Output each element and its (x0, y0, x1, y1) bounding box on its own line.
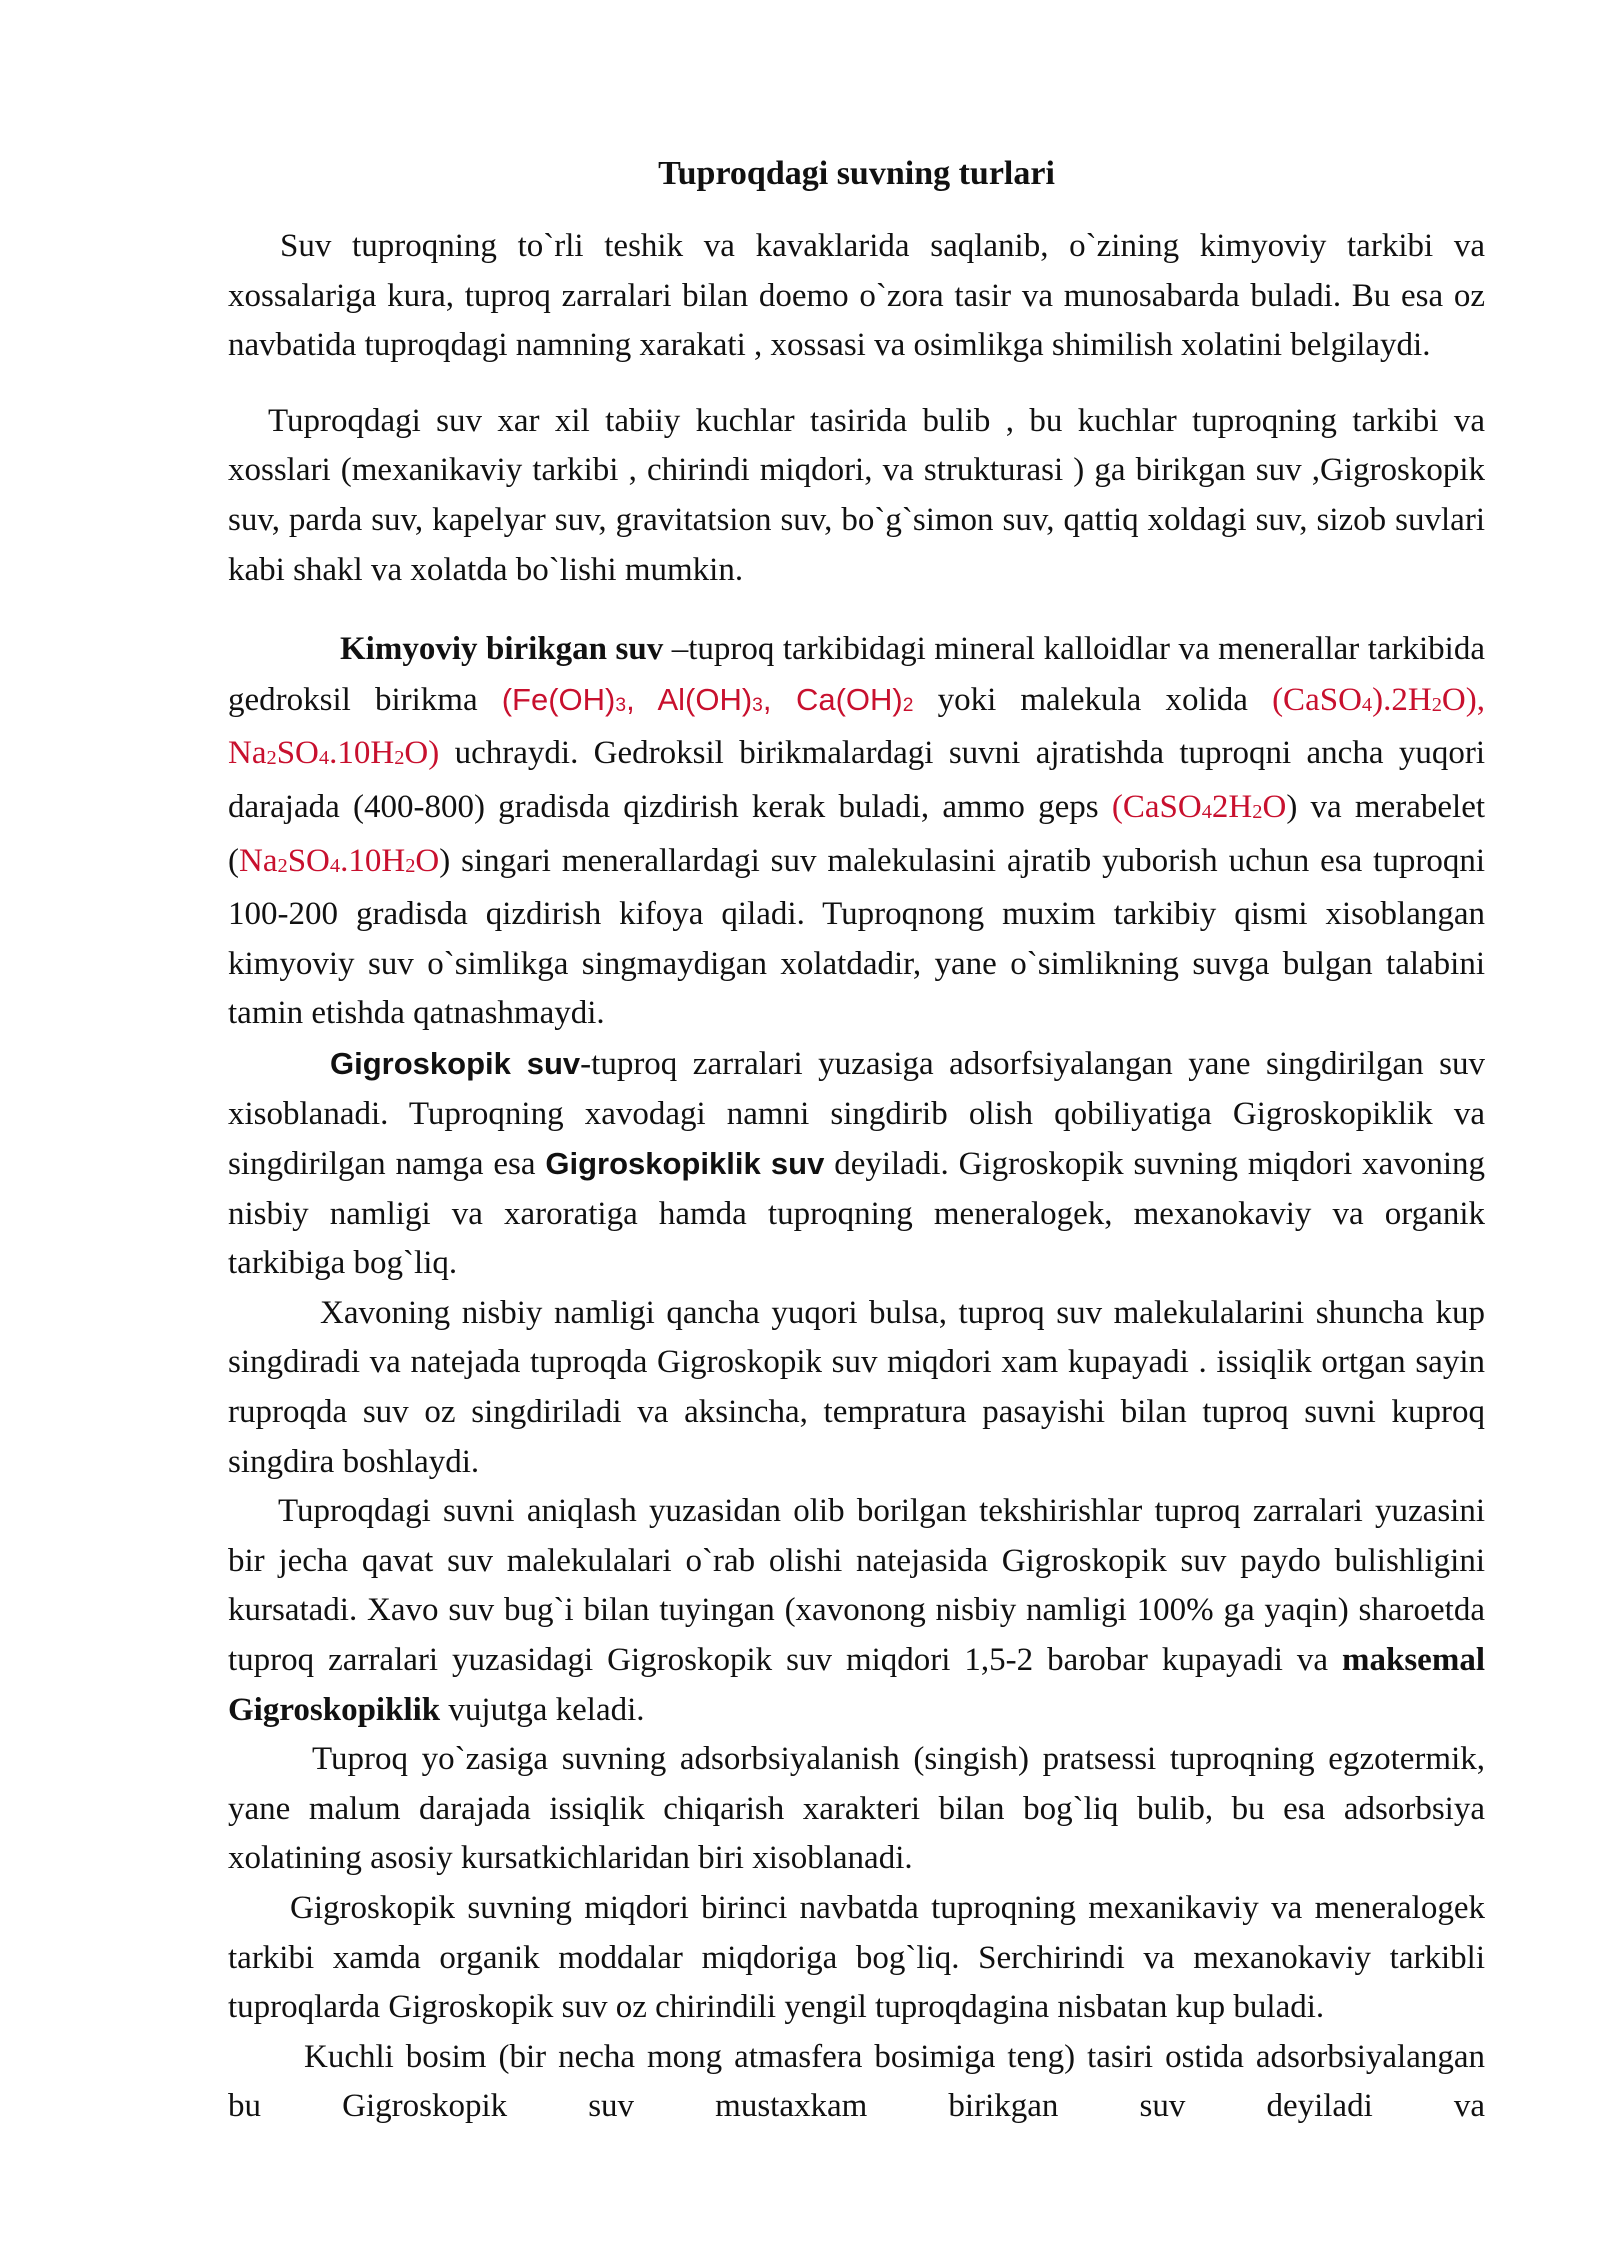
formula-part: O) (404, 735, 440, 772)
page-title: Tuproqdagi suvning turlari (658, 155, 1055, 192)
paragraph-aniqlash (228, 1487, 1485, 1735)
formula-sub: 2 (1431, 693, 1442, 716)
formula-sub: 4 (329, 854, 341, 877)
text-segment: yoki malekula xolida (913, 681, 1273, 718)
formula-gypsum (1272, 682, 1485, 718)
formula-geps (1112, 789, 1286, 825)
formula-sub: 4 (1361, 693, 1373, 716)
text-segment: deyiladi. Gigroskopik suvning miqdori xavoning nisbiy namligi va xaroratiga hamda tuproqning meneralogek, mexanokaviy va organik tarkibiga bog`liq. (228, 1146, 1485, 1282)
formula-sub: 2 (1252, 800, 1263, 823)
paragraph-gigroskopik (228, 1039, 1485, 1289)
document-page (228, 148, 1485, 2132)
paragraph-miqdori-text: Gigroskopik suvning miqdori birinci navbatda tuproqning mexanikaviy va meneralogek tarkibi xamda organik moddalar miqdoriga bog`liq. Serchirindi va mexanokaviy tarkibli tuproqlarda Gigroskopik suv oz chirindili yengil tuproqdagina nisbatan kup buladi. (228, 1890, 1485, 2026)
term-maksemal-gigroskopiklik: maksemal Gigroskopiklik (228, 1642, 1485, 1728)
paragraph-kuchli-bosim-text: Kuchli bosim (bir necha mong atmasfera bosimiga teng) tasiri ostida adsorbsiyalangan bu Gigroskopik suv mustaxkam birikgan suv deyiladi va (228, 2038, 1485, 2125)
paragraph-2 (228, 397, 1485, 595)
text-segment: uchraydi. Gedroksil birikmalardagi suvni ajratishda tuproqni ancha yuqori darajada (400-800) gradisda qizdirish kerak buladi, ammo geps (228, 735, 1485, 825)
text-segment: Tuproqdagi suvni aniqlash yuzasidan olib borilgan tekshirishlar tuproq zarralari yuzasini bir jecha qavat suv malekulalari o`rab olishi natejasida Gigroskopik suv paydo bulishligini kursatadi. Xavo suv bug`i bilan tuyingan (xavonong nisbiy namligi 100% ga yaqin) sharoetda tuproq zarralari yuzasidagi Gigroskopik suv miqdori 1,5-2 barobar kupayadi va (228, 1493, 1485, 1679)
formula-part: (Fe(OH) (501, 681, 616, 717)
paragraph-adsorbsiya (228, 1735, 1485, 1884)
text-segment: ) singari menerallardagi suv malekulasini ajratib yuborish uchun esa tuproqni 100-200 gradisda qizdirish kifoya qiladi. Tuproqnong muxim tarkibiy qismi xisoblangan kimyoviy suv o`simlikga singmaydigan xolatdadir, yane o`simlikning suvga bulgan talabini tamin etishda qatnashmaydi. (228, 842, 1485, 1032)
text-segment: ) va merabelet ( (228, 788, 1486, 879)
formula-part: SO (276, 735, 319, 772)
formula-merabelet (239, 843, 439, 879)
formula-part: .10H (340, 842, 406, 879)
formula-sub: 2 (405, 854, 416, 877)
term-kimyoviy-birikgan-suv: Kimyoviy birikgan suv (340, 631, 664, 668)
formula-part: ).2H (1372, 681, 1432, 718)
formula-part: Na (228, 735, 267, 772)
paragraph-adsorbsiya-text: Tuproq yo`zasiga suvning adsorbsiyalanish (singish) pratsessi tuproqning egzotermik, yane malum darajada issiqlik chiqarish xarakteri bilan bog`liq bulib, bu esa adsorbsiya xolatining asosiy kursatkichlaridan biri xisoblanadi. (228, 1741, 1485, 1877)
paragraph-1-text: Suv tuproqning to`rli teshik va kavaklarida saqlanib, o`zining kimyoviy tarkibi va xossalariga kura, tuproq zarralari bilan doemo o`zora tasir va munosabarda buladi. Bu esa oz navbatida tuproqdagi namning xarakati , xossasi va osimlikga shimilish xolatini belgilaydi. (228, 228, 1485, 364)
text-segment: vujutga keladi. (440, 1691, 645, 1728)
paragraph-xavoning-text: Xavoning nisbiy namligi qancha yuqori bulsa, tuproq suv malekulalarini shuncha kup singdiradi va natejada tuproqda Gigroskopik suv miqdori xam kupayadi . issiqlik ortgan sayin ruproqda suv oz singdiriladi va aksincha, tempratura pasayishi bilan tuproq suvni kuproq singdira boshlaydi. (228, 1294, 1485, 1480)
formula-part: .10H (329, 735, 395, 772)
paragraph-miqdori (228, 1884, 1485, 2033)
paragraph-1 (228, 222, 1485, 371)
text-segment: –tuproq tarkibidagi mineral kalloidlar va menerallar tarkibida gedroksil birikma (228, 631, 1486, 718)
term-gigroskopiklik-suv: Gigroskopiklik suv (545, 1146, 825, 1182)
formula-part: (CaSO (1272, 681, 1362, 718)
formula-sub: 2 (266, 747, 277, 770)
text-segment: -tuproq zarralari yuzasiga adsorfsiyalangan yane singdirilgan suv xisoblanadi. Tuproqning xavodagi namni singdirib olish qobiliyatiga Gigroskopiklik va singdirilgan namga esa (228, 1045, 1485, 1183)
formula-sub: 3 (615, 694, 627, 716)
formula-sub: 2 (394, 747, 405, 770)
formula-sub: 2 (902, 694, 914, 716)
formula-part: , Ca(OH) (762, 681, 903, 717)
formula-sub: 3 (752, 694, 763, 716)
term-gigroskopik-suv: Gigroskopik suv (330, 1045, 581, 1081)
formula-part: SO (287, 842, 330, 879)
paragraph-xavoning (228, 1289, 1485, 1487)
formula-part: 2H (1211, 788, 1253, 825)
formula-mirabilite (228, 735, 439, 771)
formula-sub: 4 (1201, 800, 1212, 823)
paragraph-kimyoviy (228, 625, 1485, 1039)
formula-hydroxides (502, 682, 914, 717)
formula-part: O), (1441, 681, 1485, 718)
formula-part: O (1262, 788, 1287, 825)
formula-part: O (415, 842, 440, 879)
formula-part: (CaSO (1111, 788, 1202, 825)
formula-sub: 4 (318, 747, 330, 770)
formula-part: , Al(OH) (626, 681, 753, 717)
formula-part: Na (239, 842, 278, 879)
paragraph-kuchli-bosim (228, 2033, 1485, 2132)
paragraph-2-text: Tuproqdagi suv xar xil tabiiy kuchlar tasirida bulib , bu kuchlar tuproqning tarkibi va xosslari (mexanikaviy tarkibi , chirindi miqdori, va strukturasi ) ga birikgan suv ,Gigroskopik suv, parda suv, kapelyar suv, gravitatsion suv, bo`g`simon suv, qattiq xoldagi suv, sizob suvlari kabi shakl va xolatda bo`lishi mumkin. (228, 402, 1485, 588)
formula-sub: 2 (277, 854, 288, 877)
